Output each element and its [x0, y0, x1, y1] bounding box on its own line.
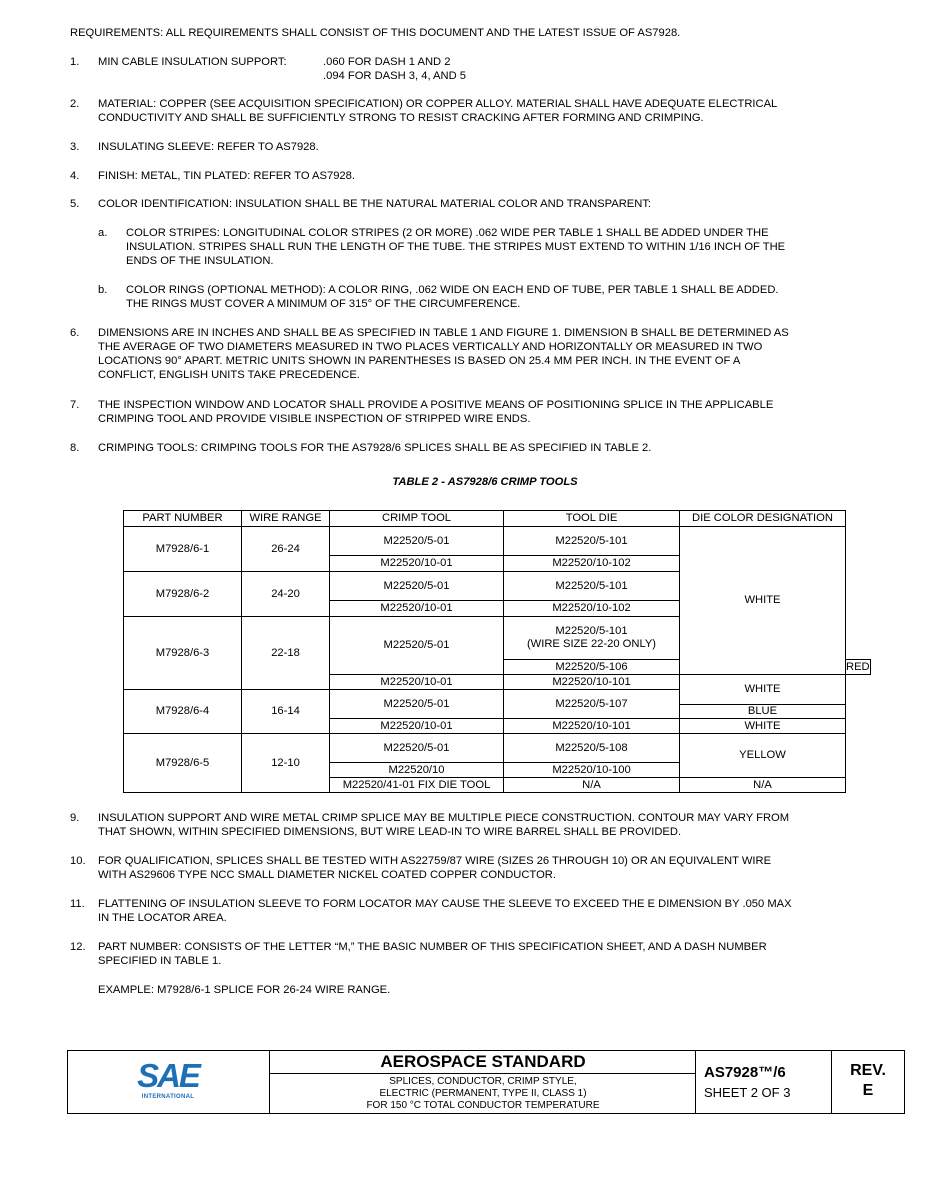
- revision-label: REV.: [850, 1062, 886, 1079]
- crimp-tool-cell: M22520/10-01: [330, 601, 504, 617]
- item-number: 3.: [70, 141, 80, 153]
- tool-die-cell: M22520/10-101: [504, 719, 680, 734]
- crimp-tool-cell: M22520/10-01: [330, 675, 504, 690]
- die-color-cell: WHITE: [680, 675, 846, 705]
- item-5a-line: INSULATION. STRIPES SHALL RUN THE LENGTH OF THE TUBE. THE STRIPES MUST EXTEND TO WITHIN 1/16 INCH OF THE: [126, 241, 786, 253]
- crimp-tool-cell: M22520/5-01: [330, 527, 504, 556]
- item-number: 7.: [70, 399, 80, 411]
- crimp-tools-table: [123, 510, 871, 793]
- item-4-line: FINISH: METAL, TIN PLATED: REFER TO AS7928.: [98, 170, 355, 182]
- item-6-line: CONFLICT, ENGLISH UNITS TAKE PRECEDENCE.: [98, 369, 360, 381]
- wire-range-cell: 16-14: [242, 690, 330, 734]
- sheet-number: SHEET 2 OF 3: [704, 1085, 791, 1100]
- requirements-intro: REQUIREMENTS: ALL REQUIREMENTS SHALL CONSIST OF THIS DOCUMENT AND THE LATEST ISSUE OF AS7928.: [70, 27, 681, 39]
- item-6-line: THE AVERAGE OF TWO DIAMETERS MEASURED IN TWO PLACES VERTICALLY AND HORIZONTALLY OR MEASURED IN TWO: [98, 341, 763, 353]
- die-color-cell: WHITE: [680, 719, 846, 734]
- item-9-line: THAT SHOWN, WITHIN SPECIFIED DIMENSIONS, BUT WIRE LEAD-IN TO WIRE BARREL SHALL BE PROVIDED.: [98, 826, 682, 838]
- subitem-letter: a.: [98, 227, 108, 239]
- revision-value: E: [862, 1082, 874, 1099]
- example-text: EXAMPLE: M7928/6-1 SPLICE FOR 26-24 WIRE RANGE.: [98, 984, 391, 996]
- table-header-row: [124, 511, 871, 527]
- tool-die-cell: N/A: [504, 778, 680, 793]
- part-number-cell: M7928/6-1: [124, 527, 242, 572]
- item-10-line: WITH AS29606 TYPE NCC SMALL DIAMETER NICKEL COATED COPPER CONDUCTOR.: [98, 869, 556, 881]
- part-number-cell: M7928/6-5: [124, 734, 242, 793]
- description-line: ELECTRIC (PERMANENT, TYPE II, CLASS 1): [379, 1088, 587, 1099]
- tool-die-cell: M22520/10-101: [504, 675, 680, 690]
- crimp-tool-cell: M22520/5-01: [330, 617, 504, 675]
- revision-cell: [831, 1051, 904, 1113]
- item-number: 4.: [70, 170, 80, 182]
- crimp-tool-cell: M22520/5-01: [330, 734, 504, 763]
- item-8-line: CRIMPING TOOLS: CRIMPING TOOLS FOR THE AS7928/6 SPLICES SHALL BE AS SPECIFIED IN TABLE 2.: [98, 442, 652, 454]
- crimp-tool-cell: M22520/41-01 FIX DIE TOOL: [330, 778, 504, 793]
- tool-die-line: M22520/5-101: [555, 625, 628, 637]
- part-number-cell: M7928/6-2: [124, 572, 242, 617]
- tool-die-cell: M22520/10-100: [504, 763, 680, 778]
- item-5-line: COLOR IDENTIFICATION: INSULATION SHALL BE THE NATURAL MATERIAL COLOR AND TRANSPARENT:: [98, 198, 652, 210]
- part-number-cell: M7928/6-4: [124, 690, 242, 734]
- item-5b-line: COLOR RINGS (OPTIONAL METHOD): A COLOR RING, .062 WIDE ON EACH END OF TUBE, PER TABLE 1 SHALL BE ADDED.: [126, 284, 779, 296]
- item-7-line: CRIMPING TOOL AND PROVIDE VISIBLE INSPECTION OF STRIPPED WIRE ENDS.: [98, 413, 531, 425]
- crimp-tool-cell: M22520/10: [330, 763, 504, 778]
- column-header: TOOL DIE: [504, 511, 680, 527]
- tool-die-cell: M22520/5-106: [504, 660, 680, 675]
- title-block: [67, 1050, 905, 1114]
- part-number-cell: M7928/6-3: [124, 617, 242, 690]
- standard-title: AEROSPACE STANDARD: [270, 1051, 696, 1074]
- item-5a-line: COLOR STRIPES: LONGITUDINAL COLOR STRIPES (2 OR MORE) .062 WIDE PER TABLE 1 SHALL BE ADDED UNDER THE: [126, 227, 769, 239]
- sae-logo: [68, 1051, 269, 1113]
- item-number: 5.: [70, 198, 80, 210]
- item-1-value: .094 FOR DASH 3, 4, AND 5: [323, 70, 467, 82]
- item-number: 2.: [70, 98, 80, 110]
- die-color-cell: BLUE: [680, 705, 846, 719]
- item-5b-line: THE RINGS MUST COVER A MINIMUM OF 315° OF THE CIRCUMFERENCE.: [126, 298, 521, 310]
- doc-number: AS7928™/6: [704, 1064, 786, 1081]
- die-color-cell: YELLOW: [680, 734, 846, 778]
- tool-die-note: (WIRE SIZE 22-20 ONLY): [526, 638, 657, 650]
- item-2-line: MATERIAL: COPPER (SEE ACQUISITION SPECIFICATION) OR COPPER ALLOY. MATERIAL SHALL HAVE ADEQUATE ELECTRICAL: [98, 98, 778, 110]
- tool-die-cell: M22520/5-108: [504, 734, 680, 763]
- item-3-line: INSULATING SLEEVE: REFER TO AS7928.: [98, 141, 319, 153]
- item-10-line: FOR QUALIFICATION, SPLICES SHALL BE TESTED WITH AS22759/87 WIRE (SIZES 26 THROUGH 10) OR AN EQUIVALENT WIRE: [98, 855, 772, 867]
- wire-range-cell: 12-10: [242, 734, 330, 793]
- item-7-line: THE INSPECTION WINDOW AND LOCATOR SHALL PROVIDE A POSITIVE MEANS OF POSITIONING SPLICE IN THE APPLICABLE: [98, 399, 774, 411]
- item-12-line: SPECIFIED IN TABLE 1.: [98, 955, 222, 967]
- wire-range-cell: 22-18: [242, 617, 330, 690]
- tool-die-cell: M22520/10-102: [504, 556, 680, 572]
- wire-range-cell: 24-20: [242, 572, 330, 617]
- item-number: 10.: [70, 855, 86, 867]
- crimp-tool-cell: M22520/5-01: [330, 572, 504, 601]
- die-color-cell: N/A: [680, 778, 846, 793]
- item-6-line: LOCATIONS 90° APART. METRIC UNITS SHOWN IN PARENTHESES IS BASED ON 25.4 MM PER INCH. IN THE EVENT OF A: [98, 355, 741, 367]
- item-number: 12.: [70, 941, 86, 953]
- sae-logo-icon: [68, 1051, 269, 1113]
- item-6-line: DIMENSIONS ARE IN INCHES AND SHALL BE AS SPECIFIED IN TABLE 1 AND FIGURE 1. DIMENSION B SHALL BE DETERMINED AS: [98, 327, 789, 339]
- item-12-line: PART NUMBER: CONSISTS OF THE LETTER “M,” THE BASIC NUMBER OF THIS SPECIFICATION SHEET, AND A DASH NUMBER: [98, 941, 767, 953]
- item-1-text: MIN CABLE INSULATION SUPPORT:: [98, 56, 287, 68]
- item-11-line: FLATTENING OF INSULATION SLEEVE TO FORM LOCATOR MAY CAUSE THE SLEEVE TO EXCEED THE E DIMENSION BY .050 MAX: [98, 898, 792, 910]
- tool-die-cell: [504, 617, 680, 660]
- die-color-cell: RED: [846, 660, 870, 673]
- logo-mark: SAE: [137, 1057, 199, 1094]
- item-number: 1.: [70, 56, 80, 68]
- description-line: FOR 150 °C TOTAL CONDUCTOR TEMPERATURE: [366, 1100, 600, 1111]
- table-row: [124, 527, 871, 556]
- column-header: PART NUMBER: [124, 511, 242, 527]
- description-line: SPLICES, CONDUCTOR, CRIMP STYLE,: [389, 1076, 577, 1087]
- column-header: WIRE RANGE: [242, 511, 330, 527]
- doc-number-cell: [695, 1051, 832, 1113]
- standard-description: [270, 1076, 696, 1112]
- crimp-tool-cell: M22520/10-01: [330, 556, 504, 572]
- standard-cell: [269, 1051, 696, 1113]
- crimp-tool-cell: M22520/5-01: [330, 690, 504, 719]
- column-header: DIE COLOR DESIGNATION: [680, 511, 846, 527]
- item-number: 6.: [70, 327, 80, 339]
- tool-die-cell: M22520/5-101: [504, 527, 680, 556]
- tool-die-cell: M22520/5-107: [504, 690, 680, 719]
- tool-die-cell: M22520/10-102: [504, 601, 680, 617]
- subitem-letter: b.: [98, 284, 108, 296]
- item-number: 8.: [70, 442, 80, 454]
- logo-subtitle: INTERNATIONAL: [141, 1094, 195, 1100]
- table-row: [124, 734, 871, 763]
- wire-range-cell: 26-24: [242, 527, 330, 572]
- item-1-value: .060 FOR DASH 1 AND 2: [323, 56, 451, 68]
- column-header: CRIMP TOOL: [330, 511, 504, 527]
- item-5a-line: ENDS OF THE INSULATION.: [126, 255, 274, 267]
- item-11-line: IN THE LOCATOR AREA.: [98, 912, 227, 924]
- crimp-tool-cell: M22520/10-01: [330, 719, 504, 734]
- item-number: 9.: [70, 812, 80, 824]
- item-9-line: INSULATION SUPPORT AND WIRE METAL CRIMP SPLICE MAY BE MULTIPLE PIECE CONSTRUCTION. CONTOUR MAY VARY FROM: [98, 812, 790, 824]
- table-title: TABLE 2 - AS7928/6 CRIMP TOOLS: [392, 476, 578, 488]
- item-number: 11.: [70, 898, 85, 910]
- tool-die-cell: M22520/5-101: [504, 572, 680, 601]
- die-color-cell: WHITE: [680, 527, 846, 675]
- item-2-line: CONDUCTIVITY AND SHALL BE SUFFICIENTLY STRONG TO RESIST CRACKING AFTER FORMING AND CRIMPING.: [98, 112, 704, 124]
